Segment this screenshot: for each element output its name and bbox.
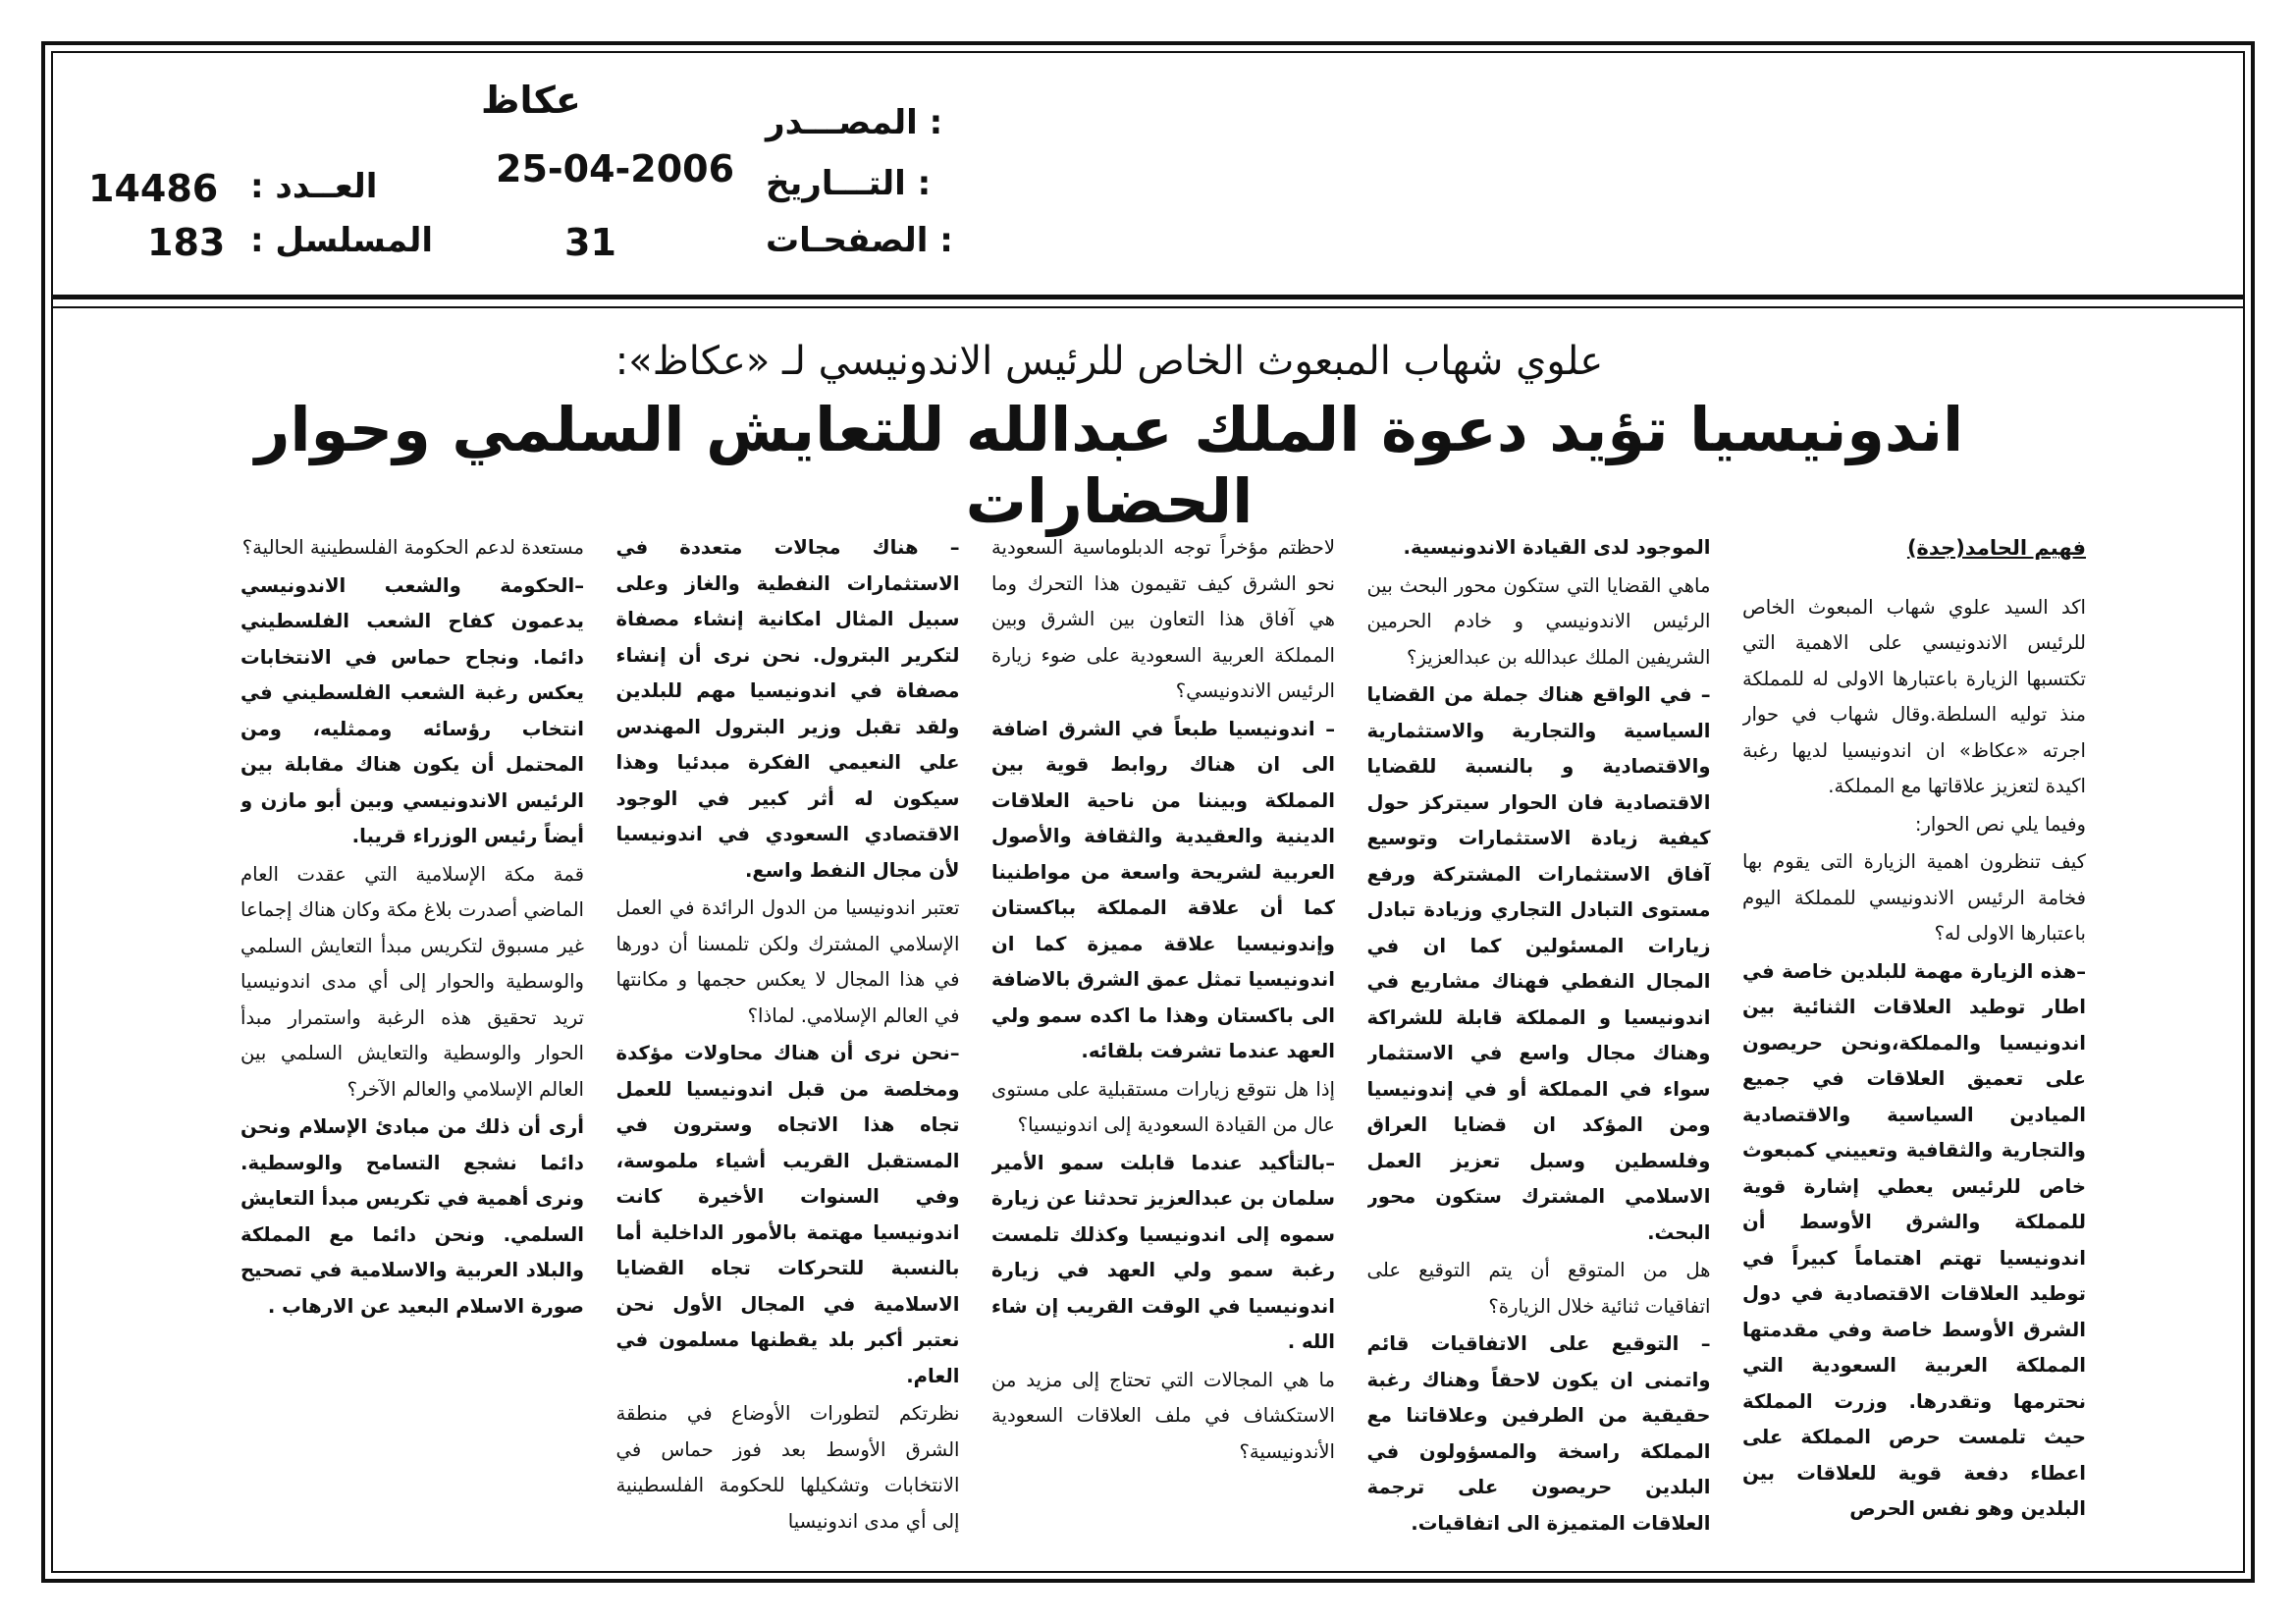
question-paragraph: تعتبر اندونيسيا من الدول الرائدة في العمل الإسلامي المشترك ولكن تلمسنا أن دورها في هذا المجال لا يعكس حجمها و مكانتها في العالم الإسلامي. لماذا؟ [615,896,960,1027]
answer-paragraph: – في الواقع هناك جملة من القضايا السياسية والتجارية والاستثمارية والاقتصادية و بالنسبة للقضايا الاقتصادية فان الحوار سيتركز حول كيفية زيادة الاستثمارات وتوسيع آفاق الاستثمارات المشتركة ورفع مستوى التبادل التجاري وزيادة تبادل زيارات المسئولين كما ان في المجال النفطي فهناك مشاريع في اندونيسيا و المملكة قابلة للشراكة وهناك مجال واسع في الاستثمار سواء في المملكة أو في إندونيسيا ومن المؤكد ان قضايا العراق وفلسطين وسبل تعزيز العمل الاسلامي المشترك ستكون محور البحث. [1366,683,1711,1244]
question-paragraph: قمة مكة الإسلامية التي عقدت العام الماضي أصدرت بلاغ مكة وكان هناك إجماعا غير مسبوق لتكريس مبدأ التعايش السلمي والوسطية والحوار إلى أي مدى اندونيسيا تريد تحقيق هذه الرغبة واستمرار مبدأ الحوار والوسطية والتعايش السلمي بين العالم الإسلامي والعالم الآخر؟ [240,862,584,1101]
question-paragraph: لاحظتم مؤخراً توجه الدبلوماسية السعودية نحو الشرق كيف تقيمون هذا التحرك وما هي آفاق هذا التعاون بين الشرق وبين المملكة العربية السعودية على ضوء زيارة الرئيس الاندونيسي؟ [991,536,1335,702]
question-paragraph: وفيما يلي نص الحوار: [1914,812,2086,836]
header-divider-thin [51,306,2245,308]
answer-paragraph: أرى أن ذلك من مبادئ الإسلام ونحن دائما نشجع التسامح والوسطية. ونرى أهمية في تكريس مبدأ التعايش السلمي. ونحن دائما مع المملكة والبلاد العربية والاسلامية في تصحيح صورة الاسلام البعيد عن الارهاب . [240,1115,584,1318]
serial-value: 183 [147,221,226,264]
question-paragraph: نظرتكم لتطورات الأوضاع في منطقة الشرق الأوسط بعد فوز حماس في الانتخابات وتشكيلها للحكومة الفلسطينية إلى أي مدى اندونيسيا [615,1402,960,1533]
question-paragraph: ماهي القضايا التي ستكون محور البحث بين الرئيس الاندونيسي و خادم الحرمين الشريفين الملك عبدالله بن عبدالعزيز؟ [1366,573,1711,669]
article-column-5 [240,530,584,1571]
issue-value: 14486 [88,167,219,210]
question-paragraph: كيف تنظرون اهمية الزيارة التى يقوم بها فخامة الرئيس الاندونيسي للمملكة اليوم باعتبارها الاولى له؟ [1742,850,2086,945]
answer-paragraph: – اندونيسيا طبعاً في الشرق اضافة الى ان هناك روابط قوية بين المملكة وبيننا من ناحية العلاقات الدينية والعقيدية والثقافة والأصول العربية لشريحة واسعة من مواطنينا كما أن علاقة المملكة بباكستان وإندونيسيا علاقة مميزة كما ان اندونيسيا تمثل عمق الشرق بالاضافة الى باكستان وهذا ما اكده سمو ولي العهد عندما تشرفت بلقائه. [991,717,1335,1062]
serial-label: المسلسل : [250,221,434,260]
article-column-2 [1367,530,1711,1571]
header-divider [51,295,2245,299]
answer-paragraph: – هناك مجالات متعددة في الاستثمارات النفطية والغاز وعلى سبيل المثال امكانية إنشاء مصفاة لتكرير البترول. نحن نرى أن إنشاء مصفاة في اندونيسيا مهم للبلدين ولقد تقبل وزير البترول المهندس علي النعيمي الفكرة مبدئيا وهذا سيكون له أثر كبير في الوجود الاقتصادي السعودي في اندونيسيا لأن مجال النفط واسع. [615,536,960,882]
answer-paragraph: –نحن نرى أن هناك محاولات مؤكدة ومخلصة من قبل اندونيسيا للعمل تجاه هذا الاتجاه وسترون في المستقبل القريب أشياء ملموسة، وفي السنوات الأخيرة كانت اندونيسيا مهتمة بالأمور الداخلية أما بالنسبة للتحركات تجاه القضايا الاسلامية في المجال الأول نحن نعتبر أكبر بلد يقطنها مسلمون في العام. [615,1042,960,1387]
answer-paragraph: – التوقيع على الاتفاقيات قائم واتمنى ان يكون لاحقاً وهناك رغبة حقيقية من الطرفين وعلاقاتنا مع المملكة راسخة والمسؤولون في البلدين حريصون على ترجمة العلاقات المتميزة الى اتفاقيات. [1366,1332,1711,1535]
question-paragraph: مستعدة لدعم الحكومة الفلسطينية الحالية؟ [241,536,584,559]
article-column-3 [991,530,1335,1571]
question-paragraph: ما هي المجالات التي تحتاج إلى مزيد من الاستكشاف في ملف العلاقات السعودية الأندونيسية؟ [991,1368,1335,1463]
date-value: 25-04-2006 [496,147,735,190]
article-column-4 [616,530,960,1571]
question-paragraph: إذا هل نتوقع زيارات مستقبلية على مستوى عال من القيادة السعودية إلى اندونيسيا؟ [991,1077,1335,1136]
article-columns [240,530,2086,1571]
article-title: اندونيسيا تؤيد دعوة الملك عبدالله للتعايش السلمي وحوار الحضارات [254,394,1964,537]
answer-paragraph: –هذه الزيارة مهمة للبلدين خاصة في اطار توطيد العلاقات الثنائية بين اندونيسيا والمملكة،ونحن حريصون على تعميق العلاقات في جميع الميادين السياسية والاقتصادية والتجارية والثقافية وتعييني كمبعوث خاص للرئيس يعطي إشارة قوية للمملكة والشرق الأوسط أن اندونيسيا تهتم اهتماماً كبيراً في توطيد العلاقات الاقتصادية في دول الشرق الأوسط خاصة وفي مقدمتها المملكة العربية السعودية التي نحترمها وتقدرها. وزرت المملكة حيث تلمست حرص المملكة على اعطاء دفعة قوية للعلاقات بين البلدين وهو نفس الحرص [1742,959,2086,1520]
article-subtitle: علوي شهاب المبعوث الخاص للرئيس الاندونيسي لـ «عكاظ»: [614,339,1604,384]
source-value: عكاظ [481,79,581,122]
question-paragraph: هل من المتوقع أن يتم التوقيع على اتفاقيات ثنائية خلال الزيارة؟ [1366,1259,1711,1318]
answer-paragraph: الموجود لدى القيادة الاندونيسية. [1403,536,1711,559]
byline: فهيم الحامد(جدة) [1906,536,2086,560]
headline [157,339,2061,537]
date-label: التـــاريخ : [766,164,932,203]
answer-paragraph: –بالتأكيد عندما قابلت سمو الأمير سلمان بن عبدالعزيز تحدثنا عن زيارة سموه إلى اندونيسيا وكذلك تلمست رغبة سمو ولي العهد في زيارة اندونيسيا في الوقت القريب إن شاء الله . [991,1151,1335,1353]
issue-label: العــدد : [250,167,378,206]
article-column-1 [1742,530,2086,1571]
answer-paragraph: –الحكومة والشعب الاندونيسي يدعمون كفاح الشعب الفلسطيني دائما. ونجاح حماس في الانتخابات يعكس رغبة الشعب الفلسطيني في انتخاب رؤسائه وممثليه، ومن المحتمل أن يكون هناك مقابلة بين الرئيس الاندونيسي وبين أبو مازن و أيضاً رئيس الوزراء قريبا. [240,573,584,847]
question-paragraph: اكد السيد علوي شهاب المبعوث الخاص للرئيس الاندونيسي على الاهمية التي تكتسبها الزيارة باعتبارها الاولى له للمملكة منذ توليه السلطة.وقال شهاب في حوار اجرته «عكاظ» ان اندونيسيا لديها رغبة اكيدة لتعزيز علاقاتها مع المملكة. [1742,595,2086,797]
pages-value: 31 [564,221,616,264]
pages-label: الصفحـات : [766,221,953,260]
source-label: المصـــدر : [766,103,943,142]
